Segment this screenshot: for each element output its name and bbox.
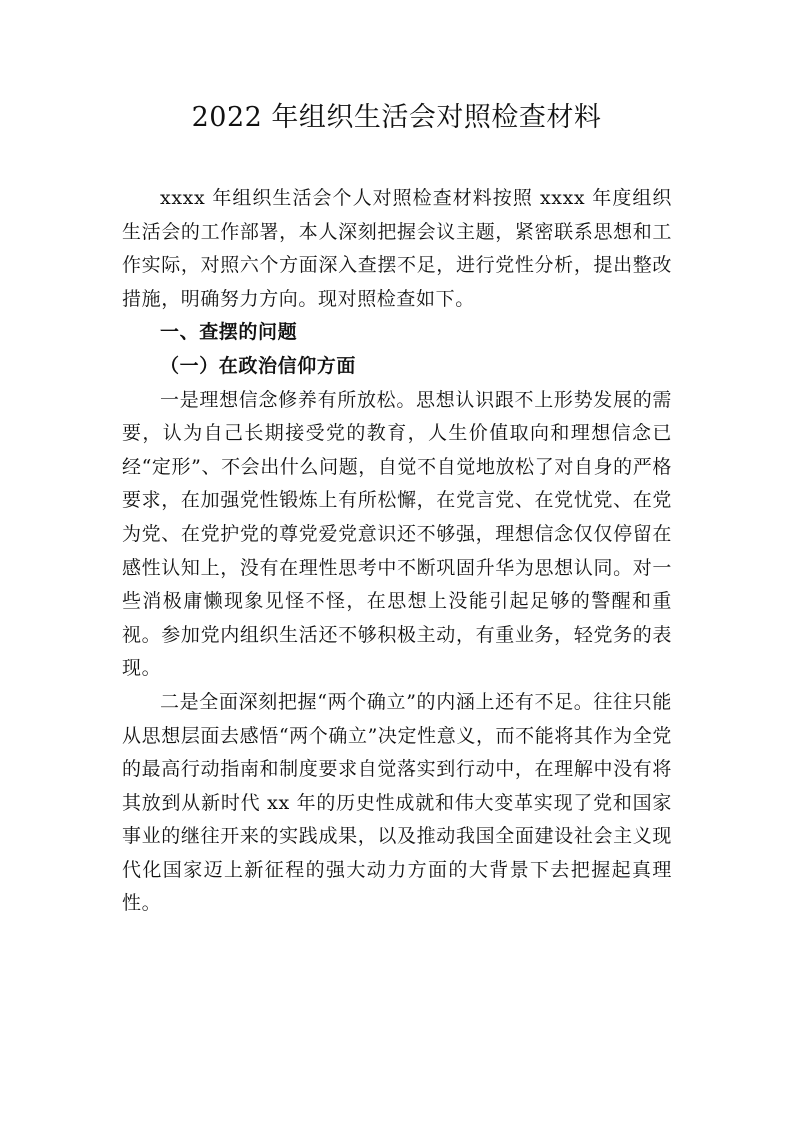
body-paragraph-two-establishments: 二是全面深刻把握“两个确立”的内涵上还有不足。往往只能从思想层面去感悟“两个确立”决定性意义，而不能将其作为全党的最高行动指南和制度要求自觉落实到行动中，在理解中没有将其放到从新时代 xx 年的历史性成就和伟大变革实现了党和国家事业的继往开来的实践成果，以及推动我国全面建设社会主义现代化国家迈上新征程的强大动力方面的大背景下去把握起真理性。 [122,690,672,915]
subsection-heading-political-belief: （一）在政治信仰方面 [160,354,357,377]
document-title: 2022 年组织生活会对照检查材料 [191,102,602,133]
body-paragraph-ideals: 一是理想信念修养有所放松。思想认识跟不上形势发展的需要，认为自己长期接受党的教育，人生价值取向和理想信念已经“定形”、不会出什么问题，自觉不自觉地放松了对自身的严格要求，在加强党性锻炼上有所松懈，在党言党、在党忧党、在党为党、在党护党的尊党爱党意识还不够强，理想信念仅仅停留在感性认知上，没有在理性思考中不断巩固升华为思想认同。对一些消极庸懒现象见怪不怪，在思想上没能引起足够的警醒和重视。参加党内组织生活还不够积极主动，有重业务，轻党务的表现。 [122,388,672,680]
intro-paragraph: xxxx 年组织生活会个人对照检查材料按照 xxxx 年度组织生活会的工作部署，本人深刻把握会议主题，紧密联系思想和工作实际，对照六个方面深入查摆不足，进行党性分析，提出整改措施，明确努力方向。现对照检查如下。 [122,187,672,310]
document-body [122,182,672,921]
section-heading-problems: 一、查摆的问题 [160,321,298,344]
